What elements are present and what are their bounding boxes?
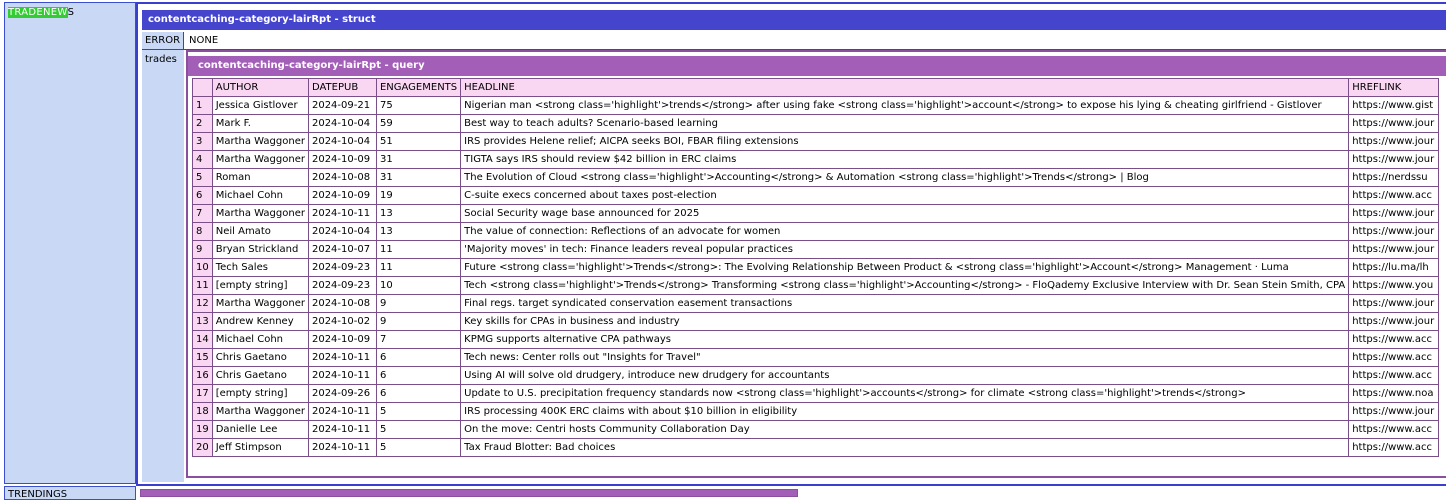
hreflink-cell: https://www.jour bbox=[1349, 223, 1439, 241]
hreflink-cell: https://www.noa bbox=[1349, 385, 1439, 403]
row-number[interactable]: 18 bbox=[193, 403, 213, 421]
table-row bbox=[193, 169, 1439, 187]
hreflink-cell: https://www.you bbox=[1349, 277, 1439, 295]
hreflink-cell: https://www.jour bbox=[1349, 313, 1439, 331]
datepub-cell: 2024-10-11 bbox=[308, 367, 376, 385]
error-key[interactable]: ERROR bbox=[142, 32, 184, 49]
hreflink-cell: https://lu.ma/lh bbox=[1349, 259, 1439, 277]
row-number[interactable]: 17 bbox=[193, 385, 213, 403]
engagements-cell: 6 bbox=[376, 385, 460, 403]
trending-key[interactable]: TRENDINGS bbox=[8, 489, 68, 500]
headline-cell: Social Security wage base announced for 2025 bbox=[461, 205, 1349, 223]
datepub-cell: 2024-10-11 bbox=[308, 349, 376, 367]
author-cell: Martha Waggoner bbox=[212, 205, 308, 223]
table-row bbox=[193, 367, 1439, 385]
datepub-cell: 2024-10-08 bbox=[308, 169, 376, 187]
engagements-cell: 75 bbox=[376, 97, 460, 115]
table-row bbox=[193, 313, 1439, 331]
author-cell: Danielle Lee bbox=[212, 421, 308, 439]
datepub-cell: 2024-09-26 bbox=[308, 385, 376, 403]
headline-cell: TIGTA says IRS should review $42 billion in ERC claims bbox=[461, 151, 1349, 169]
author-cell: Martha Waggoner bbox=[212, 133, 308, 151]
headline-cell: The Evolution of Cloud <strong class='highlight'>Accounting</strong> & Automation <strong class='highlight'>Trends</strong> | Blog bbox=[461, 169, 1349, 187]
table-row bbox=[193, 97, 1439, 115]
table-row bbox=[193, 439, 1439, 457]
table-row bbox=[193, 187, 1439, 205]
author-cell: Bryan Strickland bbox=[212, 241, 308, 259]
hreflink-cell: https://www.jour bbox=[1349, 295, 1439, 313]
row-number[interactable]: 7 bbox=[193, 205, 213, 223]
row-number[interactable]: 3 bbox=[193, 133, 213, 151]
datepub-cell: 2024-10-09 bbox=[308, 187, 376, 205]
headline-cell: Best way to teach adults? Scenario-based learning bbox=[461, 115, 1349, 133]
hreflink-cell: https://www.jour bbox=[1349, 205, 1439, 223]
engagements-cell: 13 bbox=[376, 205, 460, 223]
error-row bbox=[142, 32, 1446, 50]
row-number[interactable]: 15 bbox=[193, 349, 213, 367]
datepub-cell: 2024-10-09 bbox=[308, 151, 376, 169]
hreflink-cell: https://www.jour bbox=[1349, 403, 1439, 421]
datepub-cell: 2024-10-04 bbox=[308, 115, 376, 133]
author-cell: Andrew Kenney bbox=[212, 313, 308, 331]
row-number[interactable]: 20 bbox=[193, 439, 213, 457]
author-cell: Tech Sales bbox=[212, 259, 308, 277]
query-table bbox=[192, 78, 1439, 457]
row-number[interactable]: 5 bbox=[193, 169, 213, 187]
row-number[interactable]: 19 bbox=[193, 421, 213, 439]
engagements-cell: 7 bbox=[376, 331, 460, 349]
author-cell: Mark F. bbox=[212, 115, 308, 133]
headline-cell: IRS provides Helene relief; AICPA seeks BOI, FBAR filing extensions bbox=[461, 133, 1349, 151]
row-number[interactable]: 6 bbox=[193, 187, 213, 205]
headline-cell: Tax Fraud Blotter: Bad choices bbox=[461, 439, 1349, 457]
author-cell: Jeff Stimpson bbox=[212, 439, 308, 457]
table-row bbox=[193, 277, 1439, 295]
left-key-column-2 bbox=[4, 486, 136, 500]
tradenews-rest: S bbox=[67, 7, 75, 18]
table-row bbox=[193, 385, 1439, 403]
hreflink-cell: https://www.jour bbox=[1349, 115, 1439, 133]
engagements-cell: 31 bbox=[376, 151, 460, 169]
engagements-cell: 31 bbox=[376, 169, 460, 187]
author-cell: Chris Gaetano bbox=[212, 349, 308, 367]
column-header-datepub[interactable]: DATEPUB bbox=[308, 79, 376, 97]
struct-title[interactable]: contentcaching-category-lairRpt - struct bbox=[142, 10, 1446, 30]
hreflink-cell: https://www.gist bbox=[1349, 97, 1439, 115]
author-cell: Martha Waggoner bbox=[212, 295, 308, 313]
datepub-cell: 2024-09-23 bbox=[308, 259, 376, 277]
row-number[interactable]: 4 bbox=[193, 151, 213, 169]
hreflink-cell: https://www.acc bbox=[1349, 331, 1439, 349]
hreflink-cell: https://www.jour bbox=[1349, 241, 1439, 259]
headline-cell: The value of connection: Reflections of an advocate for women bbox=[461, 223, 1349, 241]
table-row bbox=[193, 151, 1439, 169]
datepub-cell: 2024-10-04 bbox=[308, 223, 376, 241]
author-cell: Michael Cohn bbox=[212, 331, 308, 349]
author-cell: Michael Cohn bbox=[212, 187, 308, 205]
row-number[interactable]: 14 bbox=[193, 331, 213, 349]
table-row bbox=[193, 205, 1439, 223]
headline-cell: On the move: Centri hosts Community Collaboration Day bbox=[461, 421, 1349, 439]
datepub-cell: 2024-10-11 bbox=[308, 439, 376, 457]
headline-cell: Tech <strong class='highlight'>Trends</strong> Transforming <strong class='highlight'>Accounting</strong> - FloQademy Exclusive Interview with Dr. Sean Stein Smith, CPA bbox=[461, 277, 1349, 295]
datepub-cell: 2024-10-04 bbox=[308, 133, 376, 151]
column-header-author[interactable]: AUTHOR bbox=[212, 79, 308, 97]
headline-cell: Tech news: Center rolls out "Insights for Travel" bbox=[461, 349, 1349, 367]
column-header-headline[interactable]: HEADLINE bbox=[461, 79, 1349, 97]
author-cell: Roman bbox=[212, 169, 308, 187]
engagements-cell: 5 bbox=[376, 403, 460, 421]
table-row bbox=[193, 349, 1439, 367]
headline-cell: Using AI will solve old drudgery, introduce new drudgery for accountants bbox=[461, 367, 1349, 385]
engagements-cell: 11 bbox=[376, 259, 460, 277]
hreflink-cell: https://www.jour bbox=[1349, 133, 1439, 151]
datepub-cell: 2024-09-23 bbox=[308, 277, 376, 295]
headline-cell: C-suite execs concerned about taxes post-election bbox=[461, 187, 1349, 205]
table-row bbox=[193, 331, 1439, 349]
headline-cell: Nigerian man <strong class='highlight'>trends</strong> after using fake <strong class='highlight'>account</strong> to expose his lying & cheating girlfriend - Gistlover bbox=[461, 97, 1349, 115]
hreflink-cell: https://www.acc bbox=[1349, 367, 1439, 385]
datepub-cell: 2024-10-07 bbox=[308, 241, 376, 259]
table-row bbox=[193, 259, 1439, 277]
left-key-column bbox=[4, 2, 136, 484]
row-number-header bbox=[193, 79, 213, 97]
table-row bbox=[193, 223, 1439, 241]
query-dump bbox=[186, 50, 1446, 478]
engagements-cell: 6 bbox=[376, 349, 460, 367]
datepub-cell: 2024-10-11 bbox=[308, 421, 376, 439]
query-title[interactable]: contentcaching-category-lairRpt - query bbox=[188, 56, 1446, 76]
table-row bbox=[193, 421, 1439, 439]
datepub-cell: 2024-10-11 bbox=[308, 403, 376, 421]
headline-cell: Key skills for CPAs in business and industry bbox=[461, 313, 1349, 331]
column-header-engagements[interactable]: ENGAGEMENTS bbox=[376, 79, 460, 97]
author-cell: Martha Waggoner bbox=[212, 151, 308, 169]
author-cell: [empty string] bbox=[212, 385, 308, 403]
table-row bbox=[193, 295, 1439, 313]
datepub-cell: 2024-10-02 bbox=[308, 313, 376, 331]
engagements-cell: 11 bbox=[376, 241, 460, 259]
author-cell: Chris Gaetano bbox=[212, 367, 308, 385]
author-cell: Martha Waggoner bbox=[212, 403, 308, 421]
row-number[interactable]: 2 bbox=[193, 115, 213, 133]
row-number[interactable]: 1 bbox=[193, 97, 213, 115]
table-body bbox=[193, 97, 1439, 457]
table-row bbox=[193, 241, 1439, 259]
engagements-cell: 59 bbox=[376, 115, 460, 133]
datepub-cell: 2024-10-08 bbox=[308, 295, 376, 313]
engagements-cell: 13 bbox=[376, 223, 460, 241]
author-cell: Neil Amato bbox=[212, 223, 308, 241]
hreflink-cell: https://nerdssu bbox=[1349, 169, 1439, 187]
hreflink-cell: https://www.jour bbox=[1349, 151, 1439, 169]
headline-cell: Update to U.S. precipitation frequency standards now <strong class='highlight'>accounts</strong> for climate <strong class='highlight'>trends</strong> bbox=[461, 385, 1349, 403]
engagements-cell: 19 bbox=[376, 187, 460, 205]
hreflink-cell: https://www.acc bbox=[1349, 421, 1439, 439]
engagements-cell: 5 bbox=[376, 421, 460, 439]
table-row bbox=[193, 133, 1439, 151]
row-number[interactable]: 11 bbox=[193, 277, 213, 295]
datepub-cell: 2024-10-11 bbox=[308, 205, 376, 223]
headline-cell: Future <strong class='highlight'>Trends</strong>: The Evolving Relationship Between Product & <strong class='highlight'>Account</strong> Management · Luma bbox=[461, 259, 1349, 277]
hreflink-cell: https://www.acc bbox=[1349, 349, 1439, 367]
author-cell: Jessica Gistlover bbox=[212, 97, 308, 115]
table-row bbox=[193, 115, 1439, 133]
datepub-cell: 2024-09-21 bbox=[308, 97, 376, 115]
headline-cell: IRS processing 400K ERC claims with about $10 billion in eligibility bbox=[461, 403, 1349, 421]
row-number[interactable]: 13 bbox=[193, 313, 213, 331]
engagements-cell: 51 bbox=[376, 133, 460, 151]
hreflink-cell: https://www.acc bbox=[1349, 187, 1439, 205]
row-number[interactable]: 12 bbox=[193, 295, 213, 313]
row-number[interactable]: 16 bbox=[193, 367, 213, 385]
column-header-hreflink[interactable]: HREFLINK bbox=[1349, 79, 1439, 97]
engagements-cell: 10 bbox=[376, 277, 460, 295]
row-number[interactable]: 8 bbox=[193, 223, 213, 241]
headline-cell: Final regs. target syndicated conservation easement transactions bbox=[461, 295, 1349, 313]
hreflink-cell: https://www.acc bbox=[1349, 439, 1439, 457]
row-number[interactable]: 10 bbox=[193, 259, 213, 277]
headline-cell: KPMG supports alternative CPA pathways bbox=[461, 331, 1349, 349]
author-cell: [empty string] bbox=[212, 277, 308, 295]
tradenews-highlight: TRADENEW bbox=[8, 7, 68, 18]
engagements-cell: 5 bbox=[376, 439, 460, 457]
row-number[interactable]: 9 bbox=[193, 241, 213, 259]
trending-query-header[interactable] bbox=[140, 489, 798, 497]
table-row bbox=[193, 403, 1439, 421]
engagements-cell: 9 bbox=[376, 313, 460, 331]
error-value: NONE bbox=[189, 35, 219, 46]
engagements-cell: 9 bbox=[376, 295, 460, 313]
tradenews-key[interactable] bbox=[8, 7, 74, 18]
table-header-row bbox=[193, 79, 1439, 97]
datepub-cell: 2024-10-09 bbox=[308, 331, 376, 349]
engagements-cell: 6 bbox=[376, 367, 460, 385]
trades-key[interactable]: trades bbox=[142, 50, 184, 482]
headline-cell: 'Majority moves' in tech: Finance leaders reveal popular practices bbox=[461, 241, 1349, 259]
